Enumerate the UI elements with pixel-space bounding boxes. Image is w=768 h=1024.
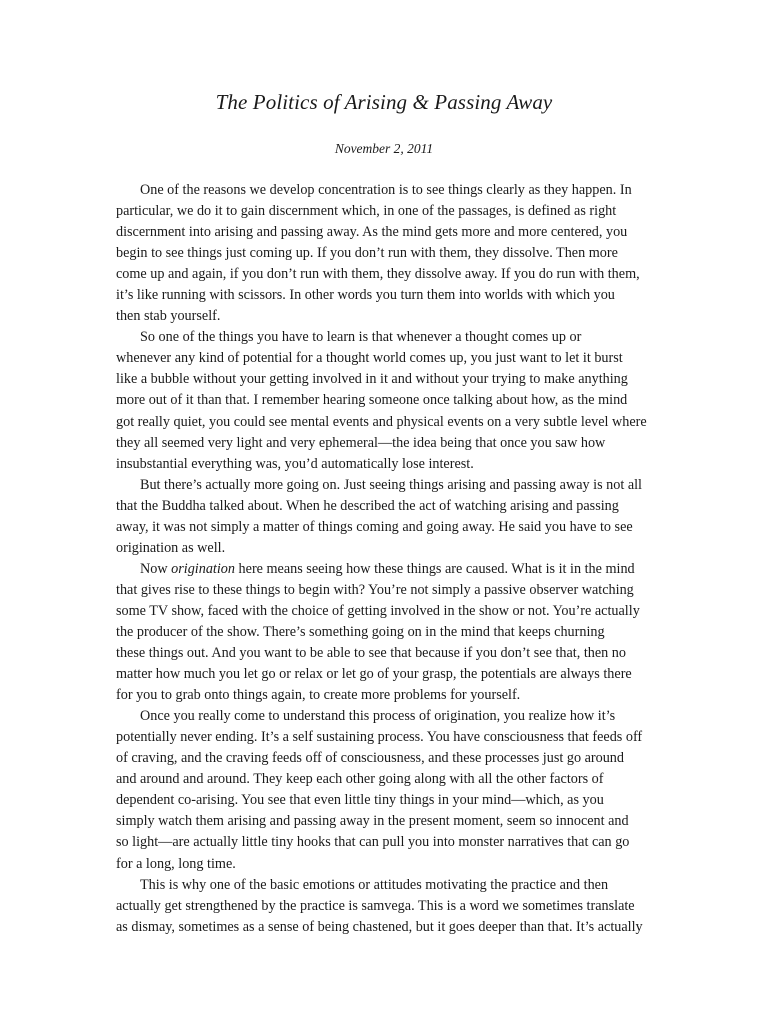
document-date: November 2, 2011 bbox=[334, 141, 434, 156]
text-line: matter how much you let go or relax or let go of your grasp, the potentials are always there bbox=[116, 666, 632, 683]
text-run: here means seeing how these things are caused. What is it in the mind bbox=[235, 560, 635, 577]
text-line: particular, we do it to gain discernment which, in one of the passages, is defined as right bbox=[116, 203, 617, 220]
text-line: simply watch them arising and passing away in the present moment, seem so innocent and bbox=[116, 813, 629, 830]
text-line: for you to grab onto things again, to create more problems for yourself. bbox=[116, 687, 521, 704]
text-line: actually get strengthened by the practice is samvega. This is a word we sometimes translate bbox=[116, 897, 635, 914]
text-line: that gives rise to these things to begin with? You’re not simply a passive observer watching bbox=[116, 581, 634, 598]
text-line: for a long, long time. bbox=[116, 855, 236, 872]
paragraph bbox=[116, 475, 656, 559]
text-line: potentially never ending. It’s a self sustaining process. You have consciousness that feeds off bbox=[116, 729, 643, 746]
text-line: like a bubble without your getting involved in it and without your trying to make anything bbox=[116, 371, 628, 388]
body-text bbox=[116, 180, 656, 938]
text-line: But there’s actually more going on. Just seeing things arising and passing away is not all bbox=[140, 476, 642, 493]
text-line: as dismay, sometimes as a sense of being chastened, but it goes deeper than that. It’s actually bbox=[116, 918, 643, 935]
paragraph bbox=[116, 875, 656, 938]
text-line: Once you really come to understand this process of origination, you realize how it’s bbox=[140, 708, 616, 725]
text-line bbox=[116, 559, 656, 580]
text-line: it’s like running with scissors. In other words you turn them into worlds with which you bbox=[116, 287, 615, 304]
text-line: of craving, and the craving feeds off of consciousness, and these processes just go around bbox=[116, 750, 624, 767]
paragraph bbox=[116, 706, 656, 874]
text-line: begin to see things just coming up. If you don’t run with them, they dissolve. Then more bbox=[116, 245, 618, 262]
text-run: Now bbox=[140, 560, 172, 577]
text-line: then stab yourself. bbox=[116, 308, 221, 325]
text-line: some TV show, faced with the choice of getting involved in the show or not. You’re actually bbox=[116, 602, 640, 619]
text-line: so light—are actually little tiny hooks that can pull you into monster narratives that can go bbox=[116, 834, 630, 851]
text-line: dependent co-arising. You see that even little tiny things in your mind—which, as you bbox=[116, 792, 604, 809]
text-line: got really quiet, you could see mental events and physical events on a very subtle level where bbox=[116, 413, 647, 430]
page-title: The Politics of Arising & Passing Away bbox=[215, 90, 553, 114]
text-line: This is why one of the basic emotions or attitudes motivating the practice and then bbox=[140, 876, 609, 893]
paragraph bbox=[116, 559, 656, 706]
text-line: that the Buddha talked about. When he described the act of watching arising and passing bbox=[116, 497, 619, 514]
text-line: origination as well. bbox=[116, 539, 226, 556]
text-line: more out of it than that. I remember hearing someone once talking about how, as the mind bbox=[116, 392, 628, 409]
text-line: So one of the things you have to learn is that whenever a thought comes up or bbox=[140, 329, 582, 346]
paragraph bbox=[116, 180, 656, 327]
text-line: One of the reasons we develop concentration is to see things clearly as they happen. In bbox=[140, 182, 632, 198]
paragraph bbox=[116, 327, 656, 474]
text-line: and around and around. They keep each other going along with all the other factors of bbox=[116, 771, 604, 788]
text-line: away, it was not simply a matter of things coming and going away. He said you have to see bbox=[116, 518, 633, 535]
text-line: they all seemed very light and very ephemeral—the idea being that once you saw how bbox=[116, 434, 606, 451]
text-line: come up and again, if you don’t run with them, they dissolve away. If you do run with them, bbox=[116, 266, 640, 283]
text-line: insubstantial everything was, you’d automatically lose interest. bbox=[116, 455, 474, 472]
text-line: the producer of the show. There’s something going on in the mind that keeps churning bbox=[116, 623, 605, 640]
text-line: these things out. And you want to be able to see that because if you don’t see that, then no bbox=[116, 645, 626, 662]
italic-term: origination bbox=[171, 560, 235, 577]
text-line: whenever any kind of potential for a thought world comes up, you just want to let it burst bbox=[116, 350, 623, 367]
text-line: discernment into arising and passing away. As the mind gets more and more centered, you bbox=[116, 224, 628, 241]
